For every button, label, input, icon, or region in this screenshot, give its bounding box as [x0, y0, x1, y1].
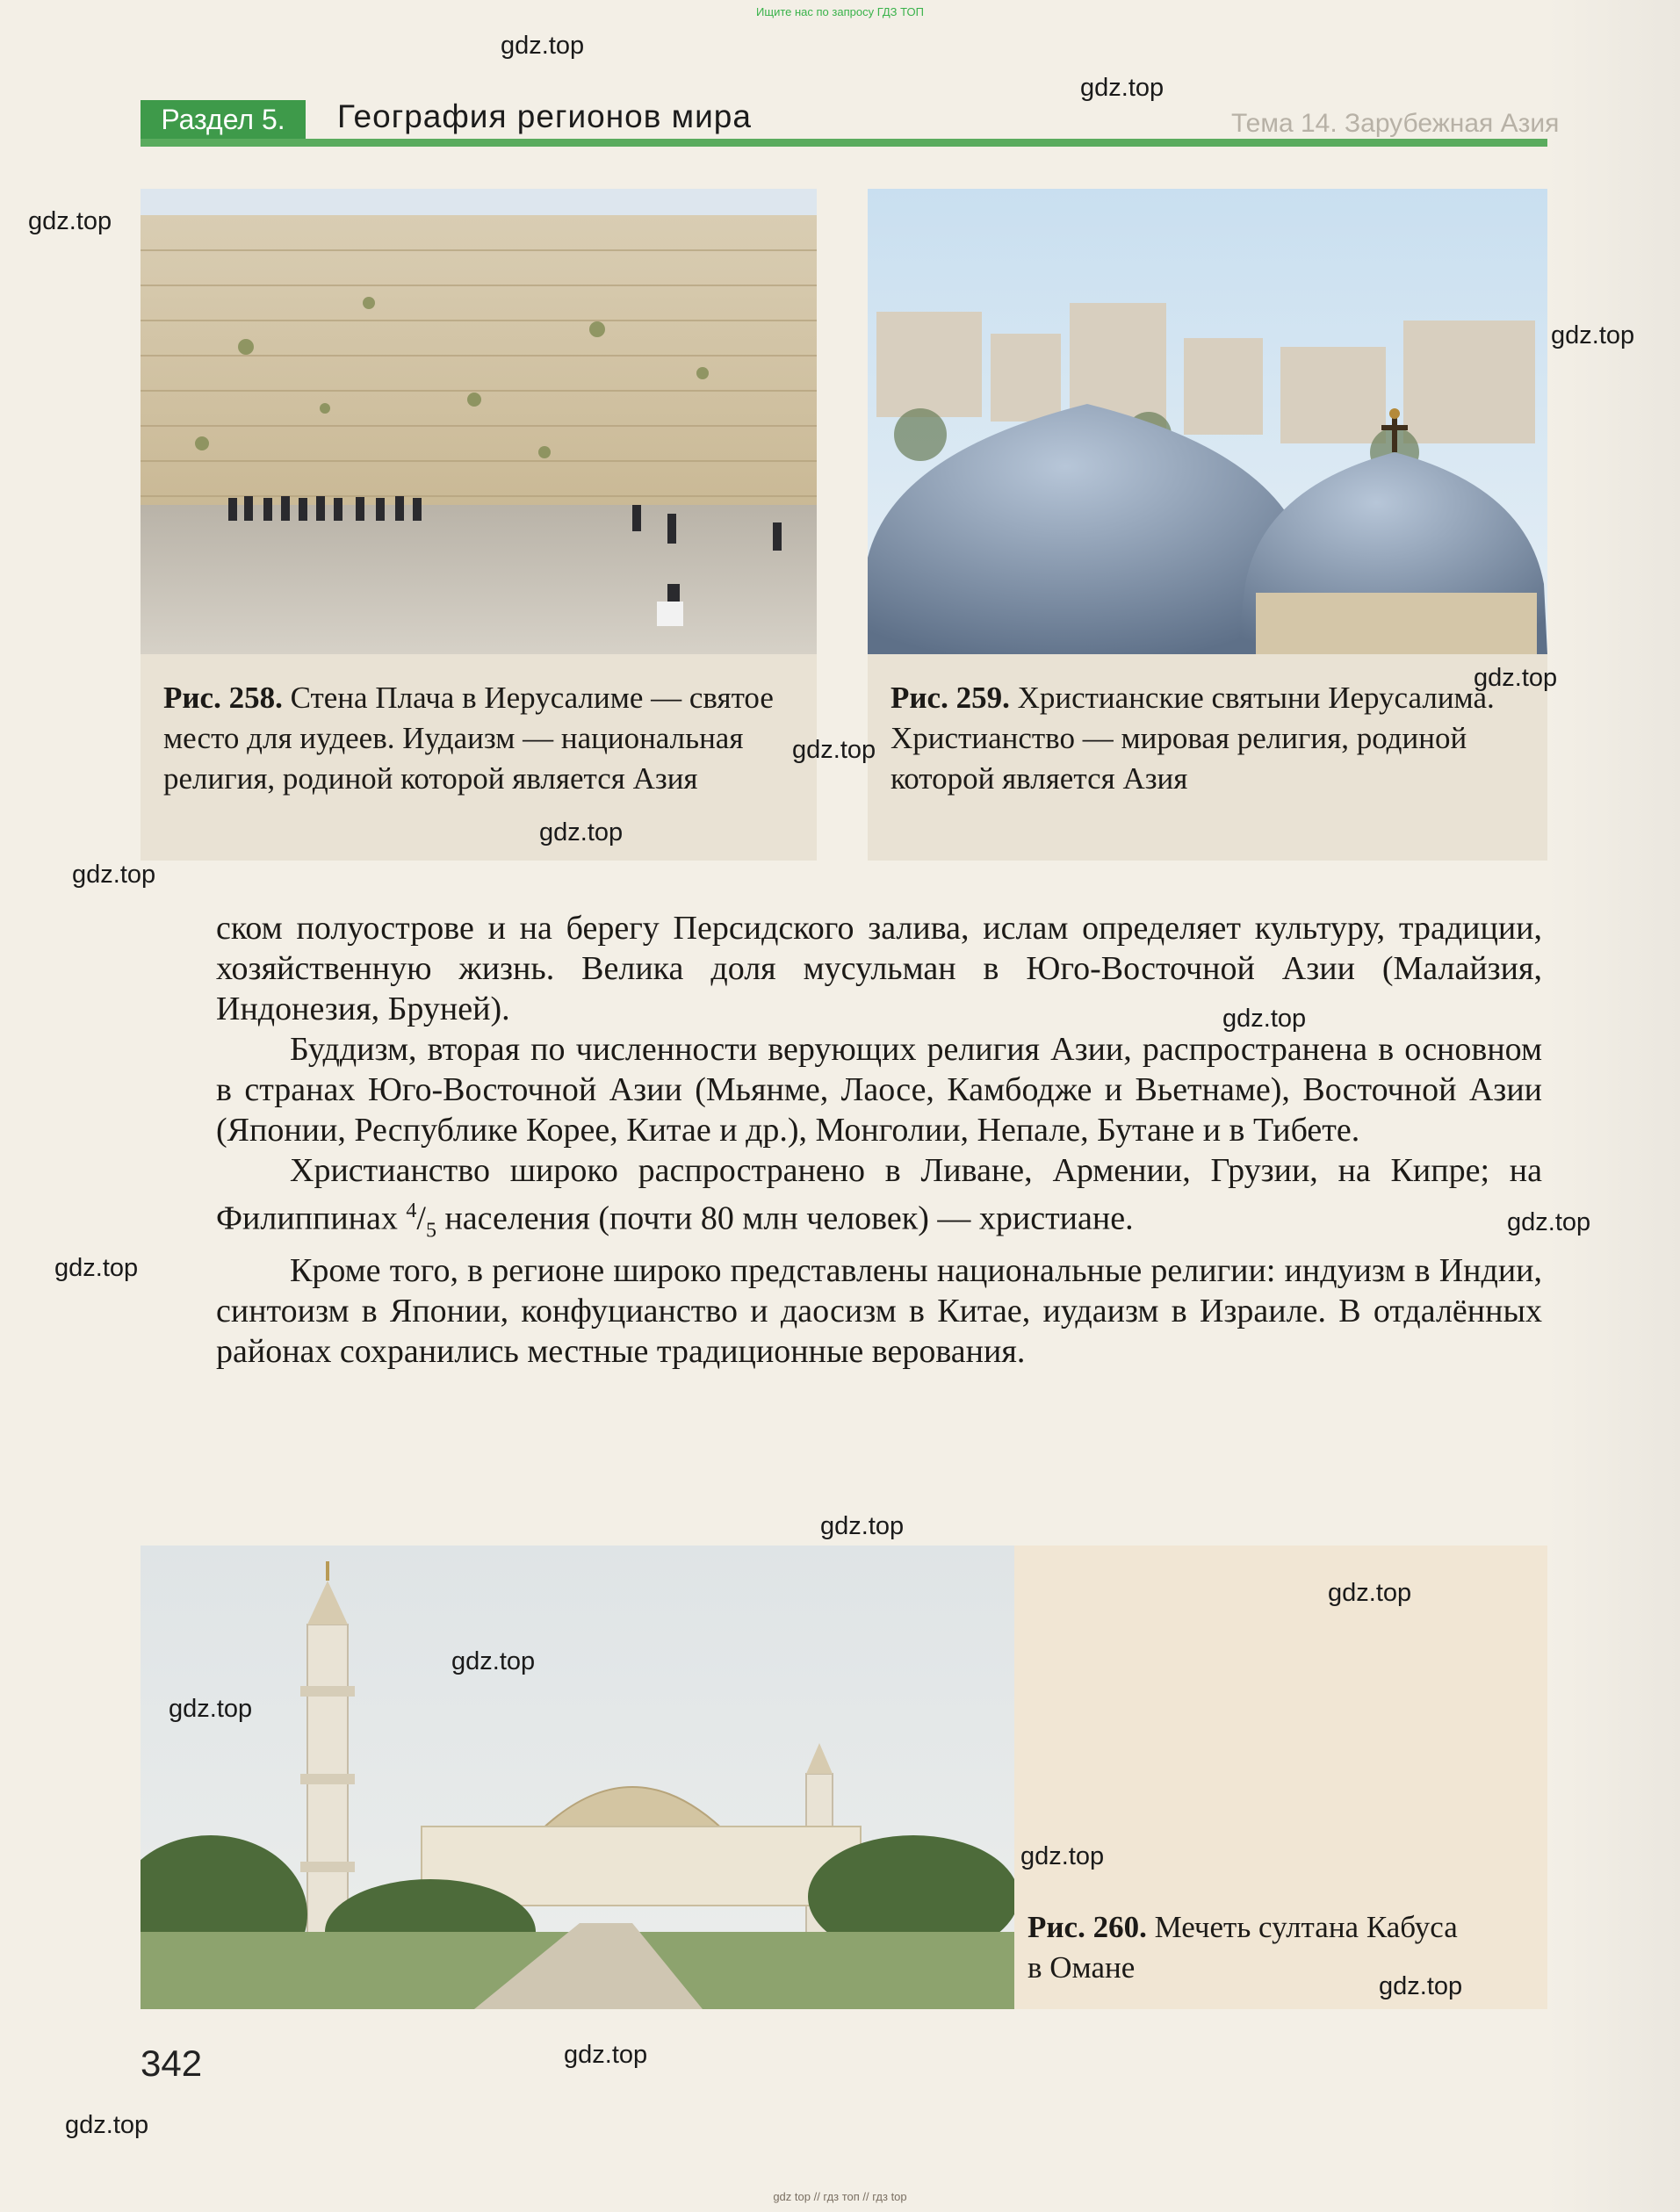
watermark: gdz.top [1474, 664, 1558, 692]
watermark: gdz.top [792, 736, 876, 764]
fraction-numerator: 4 [406, 1200, 417, 1222]
page-number: 342 [141, 2043, 203, 2084]
watermark: gdz.top [1507, 1208, 1591, 1236]
caption-260-label: Рис. 260. [1027, 1910, 1147, 1944]
watermark: gdz.top [451, 1647, 536, 1675]
watermark: gdz.top [539, 818, 624, 847]
watermark: gdz.top [1551, 321, 1635, 349]
caption-258-label: Рис. 258. [163, 681, 283, 715]
caption-260-text: Мечеть султана Кабуса в Омане [1027, 1910, 1458, 1985]
section-title: География регионов мира [337, 98, 752, 134]
paragraph-national-religions: Кроме того, в регионе широко представлены национальные религии: индуизм в Индии, синтоизм в Японии, конфуцианство и даосизм в Китае, иудаизм в Израиле. В отдалённых районах сохранились местные традиционные верования. [216, 1252, 1542, 1371]
fraction-denominator: 5 [425, 1219, 436, 1243]
section-label: Раздел 5. [141, 100, 306, 139]
photo-jerusalem-domes [868, 189, 1547, 654]
watermark: gdz.top [65, 2111, 149, 2139]
caption-259-label: Рис. 259. [890, 681, 1010, 715]
christianity-text-start: Христианство широко распространено в Ливане, Армении, Грузии, на Кипре; на Филиппинах [216, 1152, 1542, 1237]
watermark: gdz.top [1328, 1579, 1412, 1607]
christianity-text-end: населения (почти 80 млн человек) — христиане. [436, 1200, 1134, 1237]
ghost-header: Тема 14. Зарубежная Азия [1231, 109, 1560, 138]
caption-259 [890, 678, 1532, 799]
watermark: gdz.top [820, 1512, 905, 1540]
watermark: gdz.top [1020, 1842, 1105, 1870]
watermark: gdz.top [1222, 1005, 1307, 1033]
photo-western-wall [141, 189, 817, 654]
photo-qaboos-mosque [141, 1546, 1014, 2009]
watermark: gdz.top [564, 2041, 648, 2069]
watermark: gdz.top [501, 32, 585, 60]
header-rule [141, 139, 1547, 147]
caption-258-text: Стена Плача в Иерусалиме — святое место для иудеев. Иудаизм — национальная религия, родиной которой является Азия [163, 681, 774, 796]
paragraph-buddhism: Буддизм, вторая по численности верующих религия Азии, распространена в основном в странах Юго-Восточной Азии (Мьянме, Лаосе, Камбодже и Вьетнаме), Восточной Азии (Японии, Республике Корее, Китае и др.), Монголии, Непале, Бутане и в Тибете. [216, 1031, 1542, 1149]
caption-259-text: Христианские святыни Иерусалима. Христианство — мировая религия, родиной которой является Азия [890, 681, 1495, 796]
bottom-banner: gdz top // гдз топ // гдз top [773, 2190, 907, 2203]
watermark: gdz.top [28, 207, 112, 235]
top-banner: Ищите нас по запросу ГДЗ ТОП [756, 5, 924, 18]
body-text [216, 908, 1542, 1372]
paragraph-islam: ском полуострове и на берегу Персидского залива, ислам определяет культуру, традиции, хозяйственную жизнь. Велика доля мусульман в Юго-Восточной Азии (Малайзия, Индонезия, Бруней). [216, 910, 1542, 1027]
watermark: gdz.top [72, 861, 156, 889]
paragraph-christianity: Христианство широко распространено в Ливане, Армении, Грузии, на Кипре; на Филиппинах $^4/_5$ населения (почти 80 млн человек) — христиане. [216, 1152, 1542, 1243]
caption-258 [163, 678, 796, 799]
watermark: gdz.top [1080, 74, 1164, 102]
watermark: gdz.top [1379, 1972, 1463, 2000]
watermark: gdz.top [54, 1254, 139, 1282]
watermark: gdz.top [169, 1695, 253, 1723]
